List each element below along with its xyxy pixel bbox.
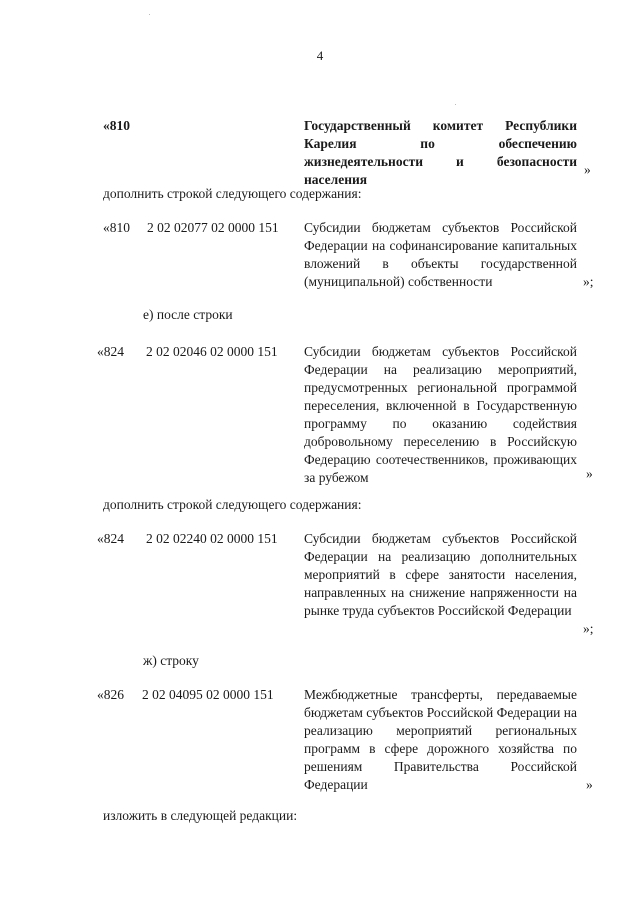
instruction-add-row: дополнить строкой следующего содержания: [103,186,362,201]
department-code: «824 [97,344,124,359]
instruction-row: ж) строку [143,653,199,668]
revenue-name: Субсидии бюджетам субъектов Российской Федерации на софинансирование капитальных вложений в объекты государственной (муниципальной) собственности [304,220,577,289]
department-name: Государственный комитет Республики Карелия по обеспечению жизнедеятельности и безопасности населения [304,118,577,187]
revenue-name: Межбюджетные трансферты, передаваемые бюджетам субъектов Российской Федерации на реализацию мероприятий региональных программ в сфере дорожного хозяйства по решениям Правительства Российской Федерации [304,687,577,792]
budget-classification-code: 2 02 02240 02 0000 151 [146,531,278,546]
closing-quote: »; [583,274,594,289]
instruction-after-row: е) после строки [143,307,233,322]
scan-speck [455,104,456,105]
department-code: «824 [97,531,124,546]
department-code: «810 [103,220,130,235]
budget-classification-code: 2 02 04095 02 0000 151 [142,687,274,702]
closing-quote: » [584,162,591,177]
closing-quote: »; [583,621,594,636]
closing-quote: » [586,466,593,481]
department-code: «826 [97,687,124,702]
scan-speck [149,14,150,15]
revenue-name: Субсидии бюджетам субъектов Российской Федерации на реализацию дополнительных мероприятий в сфере занятости населения, направленных на снижение напряженности на рынке труда субъектов Российской Федерации [304,531,577,618]
budget-classification-code: 2 02 02077 02 0000 151 [147,220,279,235]
budget-classification-code: 2 02 02046 02 0000 151 [146,344,278,359]
page-number: 4 [316,48,324,63]
closing-quote: » [586,777,593,792]
revenue-name: Субсидии бюджетам субъектов Российской Федерации на реализацию мероприятий, предусмотренных региональной программой переселения, включенной в Государственную программу по оказанию содействия добровольному переселению в Российскую Федерацию соотечественников, проживающих за рубежом [304,344,577,485]
department-code: «810 [103,118,130,133]
instruction-add-row: дополнить строкой следующего содержания: [103,497,362,512]
instruction-restate: изложить в следующей редакции: [103,808,298,823]
